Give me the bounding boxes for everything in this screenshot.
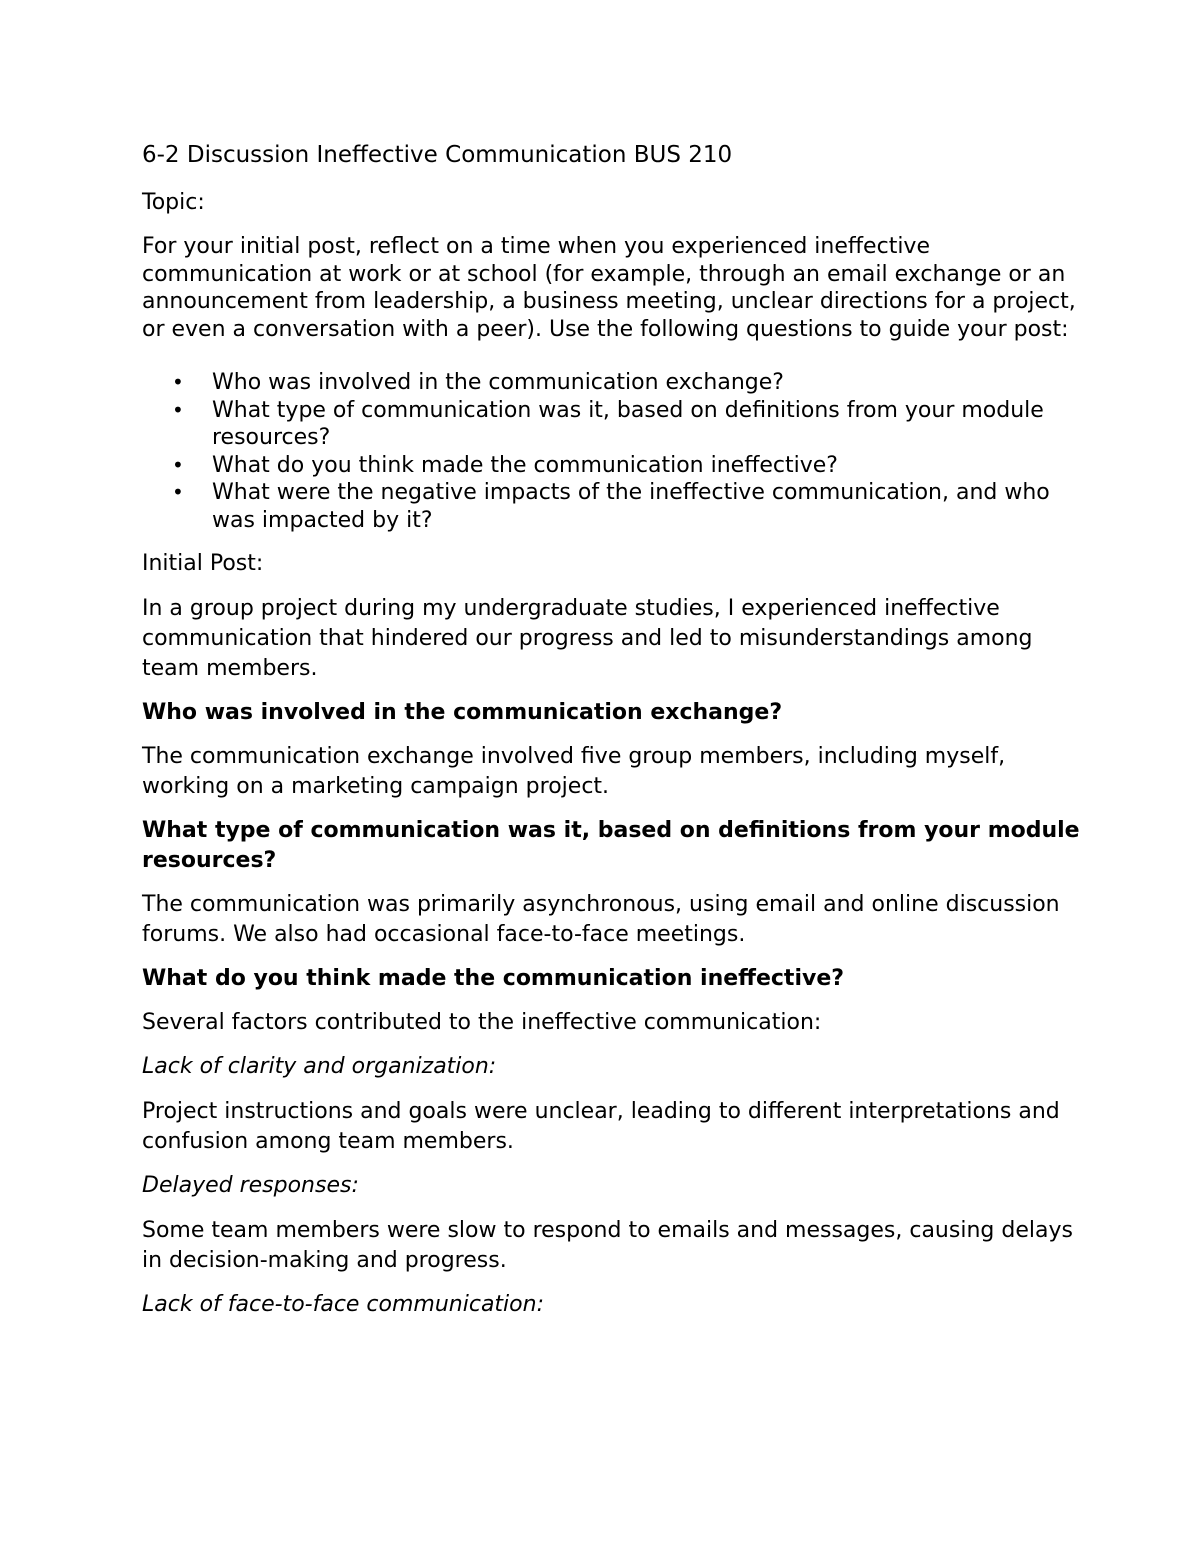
bullet-icon: • bbox=[172, 452, 184, 477]
factor-heading-3: Lack of face-to-face communication: bbox=[142, 1292, 544, 1318]
question-text: What were the negative impacts of the ineffective communication, and who was impacted by it? bbox=[212, 480, 1050, 533]
factor-text-2: Some team members were slow to respond to emails and messages, causing delays in decision-making and progress. bbox=[142, 1218, 1073, 1274]
factor-text-1: Project instructions and goals were unclear, leading to different interpretations and confusion among team members. bbox=[142, 1099, 1060, 1155]
answer-paragraph-2: The communication was primarily asynchronous, using email and online discussion forums. We also had occasional face-to-face meetings. bbox=[142, 892, 1060, 948]
factor-heading-1: Lack of clarity and organization: bbox=[142, 1054, 497, 1080]
topic-prompt: For your initial post, reflect on a time when you experienced ineffective communication at work or at school (for example, through an email exchange or an announcement from leadership, a business meeting, unclear directions for a project, or even a conversation with a peer). Use the following questions to guide your post: bbox=[142, 234, 1076, 342]
question-text: What type of communication was it, based on definitions from your module resources? bbox=[212, 397, 1044, 451]
initial-post-label: Initial Post: bbox=[142, 551, 264, 577]
list-item bbox=[142, 369, 1082, 397]
factor-heading-2: Delayed responses: bbox=[142, 1173, 359, 1199]
list-item bbox=[142, 452, 1082, 480]
question-heading-2: What type of communication was it, based on definitions from your module resources? bbox=[142, 818, 1080, 874]
guiding-questions-list bbox=[142, 369, 1082, 534]
question-text: Who was involved in the communication exchange? bbox=[212, 370, 784, 396]
list-item bbox=[142, 397, 1082, 452]
question-text: What do you think made the communication ineffective? bbox=[212, 452, 838, 478]
bullet-icon: • bbox=[172, 480, 184, 505]
bullet-icon: • bbox=[172, 370, 184, 395]
answer-paragraph-3: Several factors contributed to the ineffective communication: bbox=[142, 1010, 822, 1036]
question-heading-3: What do you think made the communication ineffective? bbox=[142, 966, 845, 992]
question-heading-1: Who was involved in the communication exchange? bbox=[142, 700, 783, 726]
intro-paragraph: In a group project during my undergraduate studies, I experienced ineffective communication that hindered our progress and led to misunderstandings among team members. bbox=[142, 596, 1033, 682]
topic-label: Topic: bbox=[142, 190, 205, 215]
document-title: 6-2 Discussion Ineffective Communication BUS 210 bbox=[142, 142, 733, 168]
document-page bbox=[142, 140, 1082, 1335]
answer-paragraph-1: The communication exchange involved five group members, including myself, working on a marketing campaign project. bbox=[142, 744, 1006, 800]
list-item bbox=[142, 479, 1082, 534]
bullet-icon: • bbox=[172, 397, 184, 422]
